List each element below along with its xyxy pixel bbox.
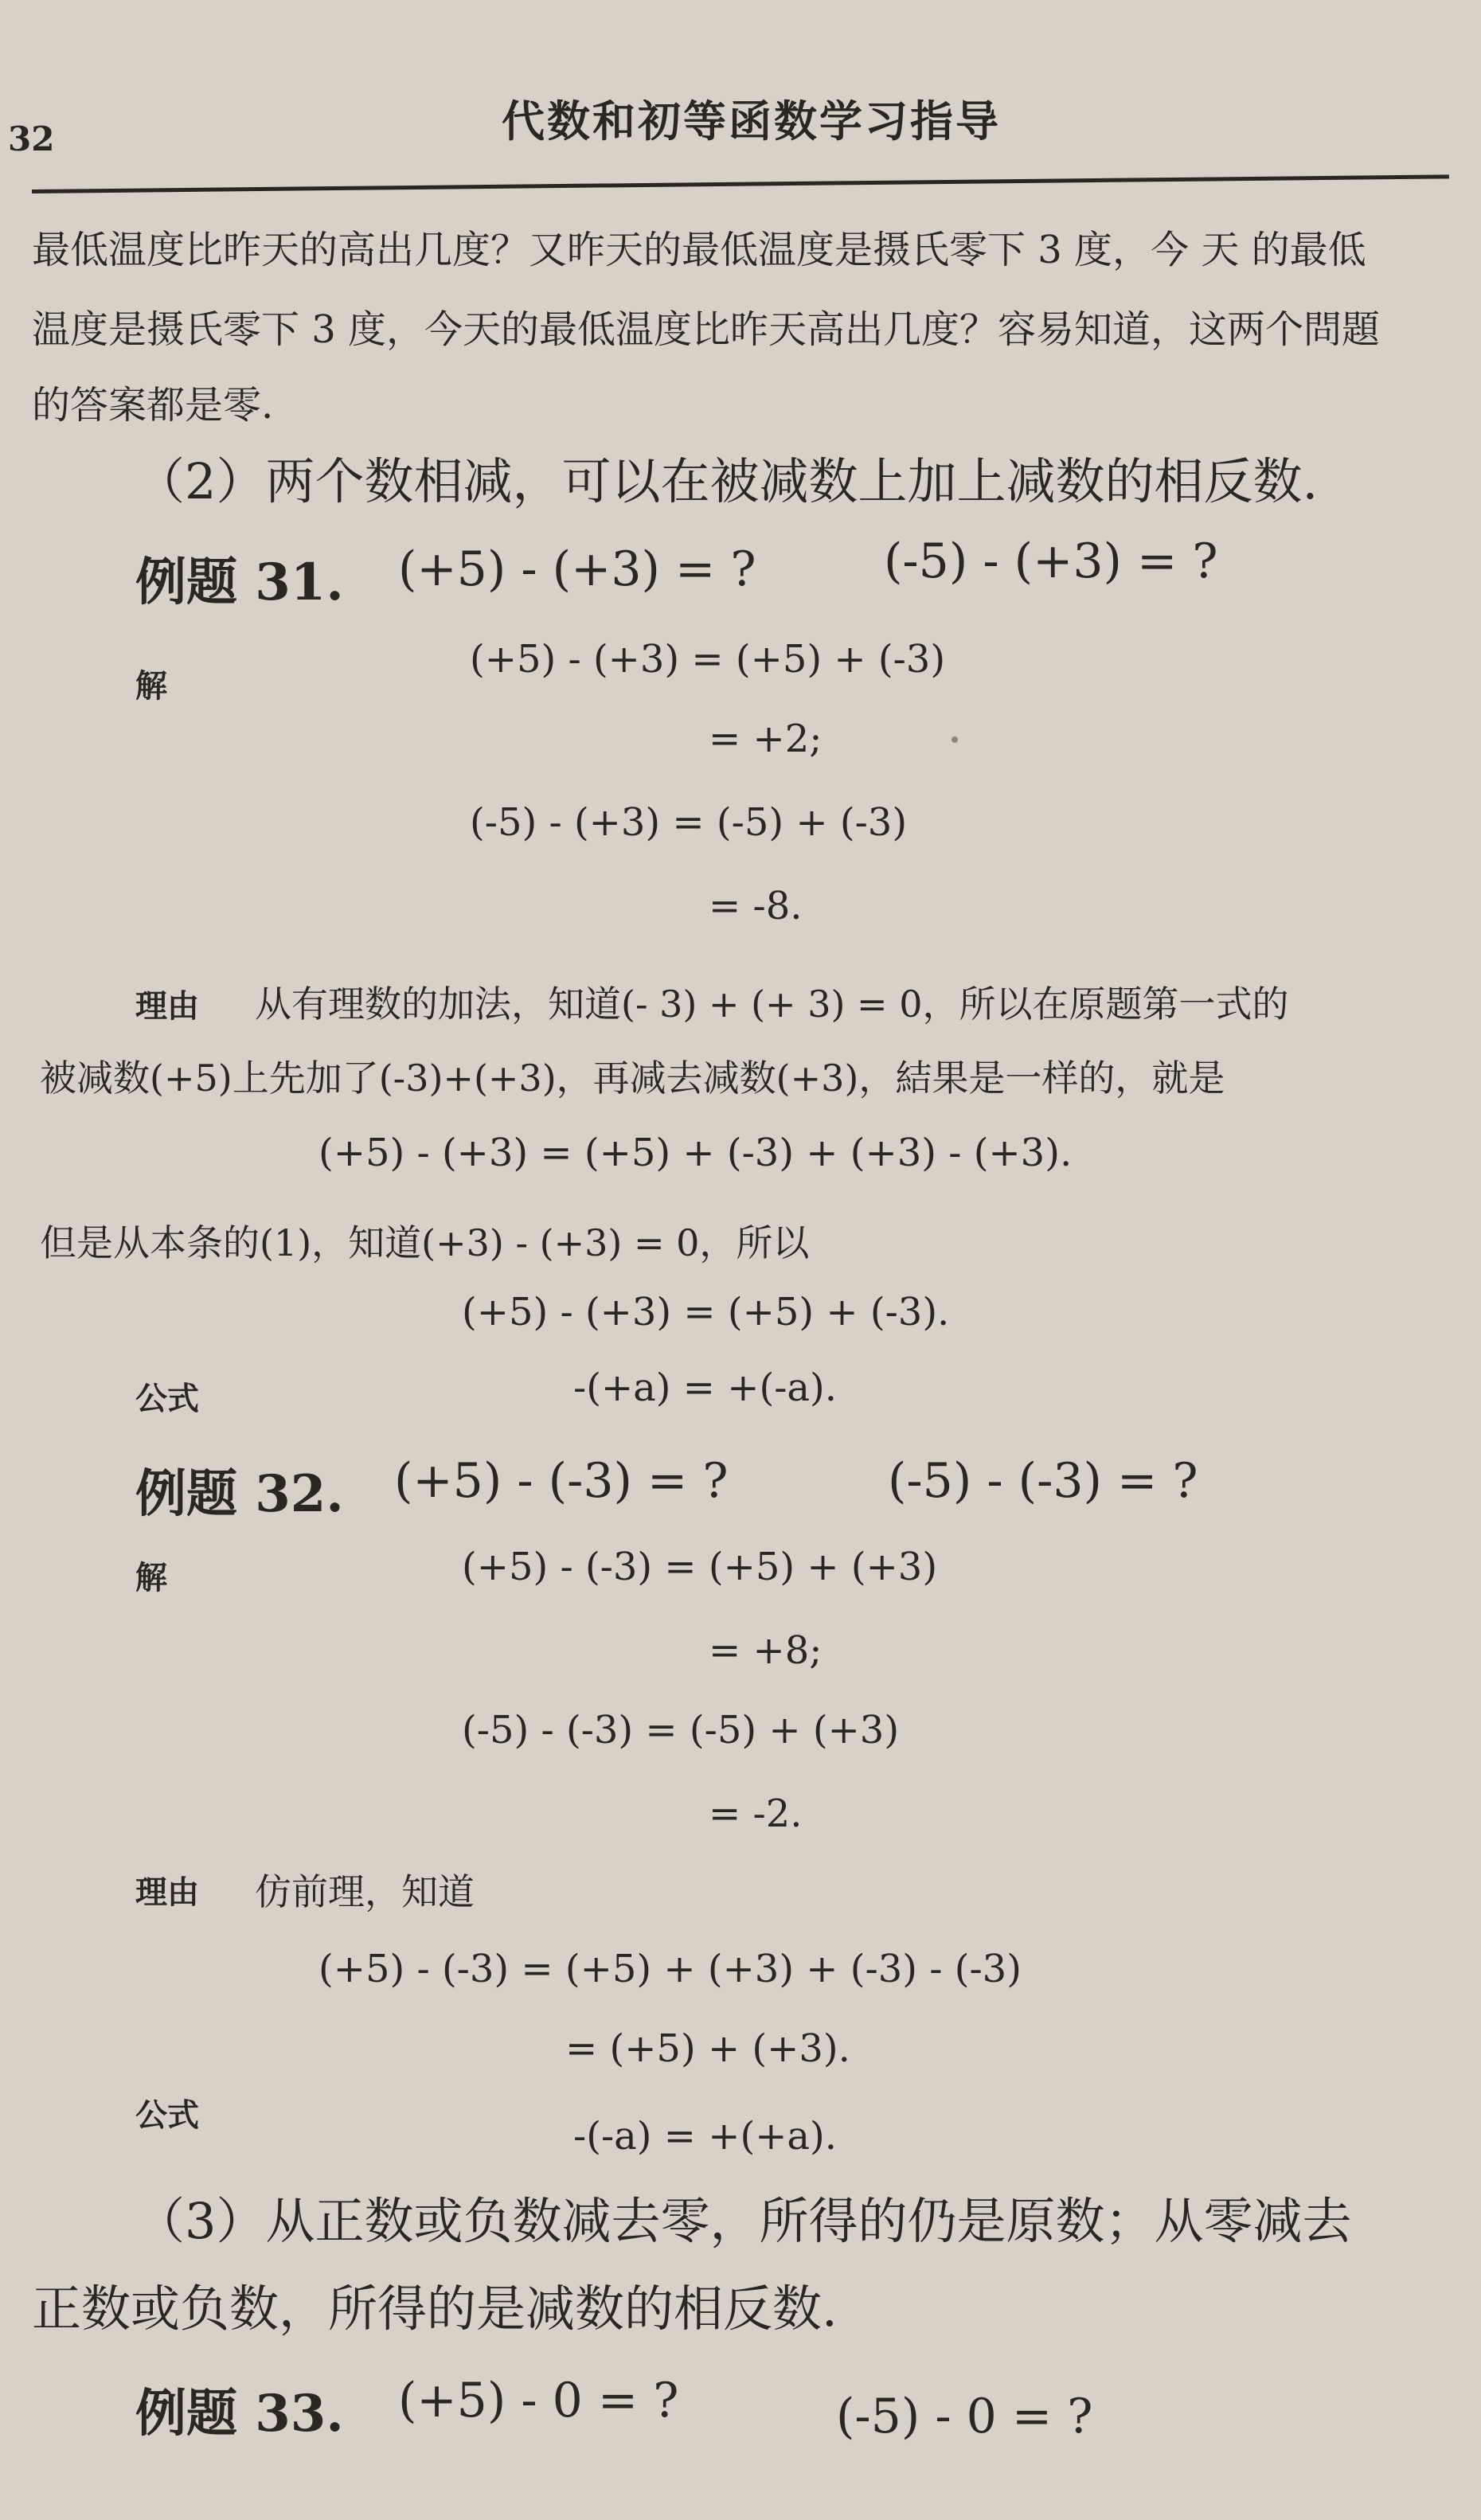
example-31-reason-line-1: 从有理数的加法，知道(- 3) + (+ 3) = 0，所以在原题第一式的 bbox=[255, 983, 1289, 1026]
example-33-question-2: (-5) - 0 = ? bbox=[836, 2389, 1093, 2444]
example-33-question-1: (+5) - 0 = ? bbox=[398, 2373, 679, 2428]
example-32-solution-label: 解 bbox=[135, 1559, 167, 1596]
example-32-label: 例题 32. bbox=[135, 1464, 344, 1524]
example-32-formula-label: 公式 bbox=[135, 2096, 199, 2134]
example-31-question-2: (-5) - (+3) = ? bbox=[884, 533, 1218, 589]
example-32-reason-equation-2: = (+5) + (+3). bbox=[565, 2026, 850, 2071]
example-31-solution-label: 解 bbox=[135, 667, 167, 705]
header-rule bbox=[32, 174, 1449, 193]
example-31-reason-equation-1: (+5) - (+3) = (+5) + (-3) + (+3) - (+3). bbox=[318, 1131, 1073, 1175]
example-32-step-1b: = +8; bbox=[709, 1628, 823, 1673]
example-31-step-2b: = -8. bbox=[709, 884, 803, 928]
example-32-reason-text: 仿前理，知道 bbox=[255, 1870, 475, 1913]
intro-line-1: 最低温度比昨天的高出几度？又昨天的最低温度是摄氏零下 3 度，今 天 的最低 bbox=[32, 228, 1366, 272]
example-32-formula: -(-a) = +(+a). bbox=[573, 2114, 838, 2159]
example-32-reason-label: 理由 bbox=[135, 1873, 199, 1911]
example-31-formula: -(+a) = +(-a). bbox=[573, 1365, 838, 1410]
rule-3-line-1: （3）从正数或负数减去零，所得的仍是原数；从零减去 bbox=[135, 2192, 1352, 2250]
example-31-question-1: (+5) - (+3) = ? bbox=[398, 541, 756, 597]
rule-2: （2）两个数相减，可以在被减数上加上减数的相反数. bbox=[135, 452, 1319, 510]
example-32-step-2b: = -2. bbox=[709, 1791, 803, 1836]
example-31-reason-equation-2: (+5) - (+3) = (+5) + (-3). bbox=[462, 1290, 950, 1334]
example-31-step-1a: (+5) - (+3) = (+5) + (-3) bbox=[470, 637, 946, 682]
ink-speck bbox=[952, 736, 958, 743]
rule-3-line-2: 正数或负数，所得的是减数的相反数. bbox=[32, 2280, 838, 2338]
example-32-step-2a: (-5) - (-3) = (-5) + (+3) bbox=[462, 1708, 900, 1752]
example-31-label: 例题 31. bbox=[135, 553, 344, 612]
example-32-step-1a: (+5) - (-3) = (+5) + (+3) bbox=[462, 1545, 938, 1589]
example-32-question-1: (+5) - (-3) = ? bbox=[394, 1453, 729, 1509]
running-title: 代数和初等函数学习指导 bbox=[502, 96, 1001, 147]
example-32-reason-equation-1: (+5) - (-3) = (+5) + (+3) + (-3) - (-3) bbox=[318, 1947, 1022, 1991]
example-32-question-2: (-5) - (-3) = ? bbox=[888, 1453, 1198, 1509]
example-31-reason-label: 理由 bbox=[135, 987, 199, 1025]
example-33-label: 例题 33. bbox=[135, 2384, 344, 2444]
intro-line-3: 的答案都是零. bbox=[32, 383, 274, 428]
example-31-reason-line-2: 被减数(+5)上先加了(-3)+(+3)，再减去减数(+3)，結果是一样的，就是 bbox=[40, 1057, 1225, 1100]
example-31-step-2a: (-5) - (+3) = (-5) + (-3) bbox=[470, 800, 908, 845]
example-31-formula-label: 公式 bbox=[135, 1380, 199, 1417]
intro-line-2: 温度是摄氏零下 3 度，今天的最低温度比昨天高出几度？容易知道，这两个問題 bbox=[32, 307, 1381, 352]
example-31-step-1b: = +2; bbox=[709, 717, 823, 761]
page-number: 32 bbox=[8, 119, 55, 158]
example-31-reason-line-3: 但是从本条的(1)，知道(+3) - (+3) = 0，所以 bbox=[40, 1221, 810, 1264]
